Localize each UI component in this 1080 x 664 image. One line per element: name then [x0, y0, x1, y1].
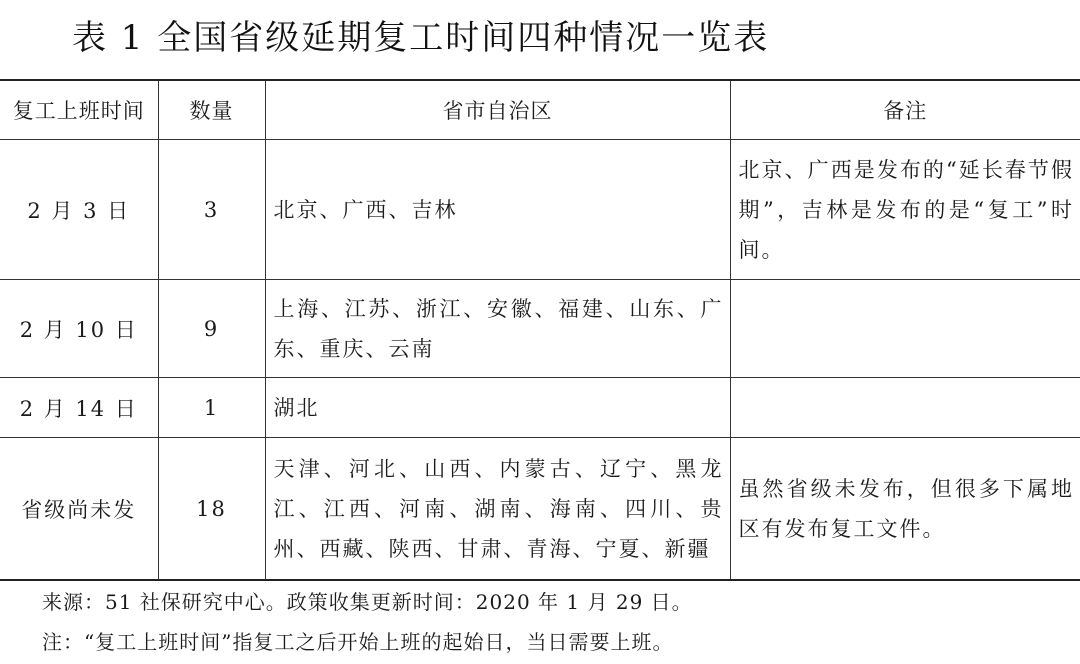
cell-remark: 虽然省级未发布，但很多下属地区有发布复工文件。: [730, 438, 1080, 581]
cell-date: 2 月 10 日: [0, 280, 158, 378]
cell-remark: [730, 280, 1080, 378]
cell-count: 3: [158, 140, 265, 280]
cell-regions: 上海、江苏、浙江、安徽、福建、山东、广东、重庆、云南: [265, 280, 730, 378]
return-to-work-table: [0, 79, 1080, 581]
table-title: 表 1 全国省级延期复工时间四种情况一览表: [72, 18, 770, 58]
source-note: 来源：51 社保研究中心。政策收集更新时间：2020 年 1 月 29 日。: [42, 590, 693, 614]
definition-note: 注：“复工上班时间”指复工之后开始上班的起始日，当日需要上班。: [42, 630, 674, 654]
table-header-row: [0, 80, 1080, 140]
footnotes: [42, 582, 693, 662]
header-remark: 备注: [730, 80, 1080, 140]
table-row: [0, 378, 1080, 438]
cell-count: 1: [158, 378, 265, 438]
cell-regions: 湖北: [265, 378, 730, 438]
cell-regions: 天津、河北、山西、内蒙古、辽宁、黑龙江、江西、河南、湖南、海南、四川、贵州、西藏、陕西、甘肃、青海、宁夏、新疆: [265, 438, 730, 581]
cell-count: 9: [158, 280, 265, 378]
table-row: [0, 280, 1080, 378]
cell-date: 省级尚未发: [0, 438, 158, 581]
cell-remark: 北京、广西是发布的“延长春节假期”，吉林是发布的是“复工”时间。: [730, 140, 1080, 280]
cell-date: 2 月 3 日: [0, 140, 158, 280]
cell-count: 18: [158, 438, 265, 581]
header-return-time: 复工上班时间: [0, 80, 158, 140]
cell-remark: [730, 378, 1080, 438]
table-row: [0, 438, 1080, 581]
header-regions: 省市自治区: [265, 80, 730, 140]
cell-regions: 北京、广西、吉林: [265, 140, 730, 280]
table-row: [0, 140, 1080, 280]
cell-date: 2 月 14 日: [0, 378, 158, 438]
header-count: 数量: [158, 80, 265, 140]
